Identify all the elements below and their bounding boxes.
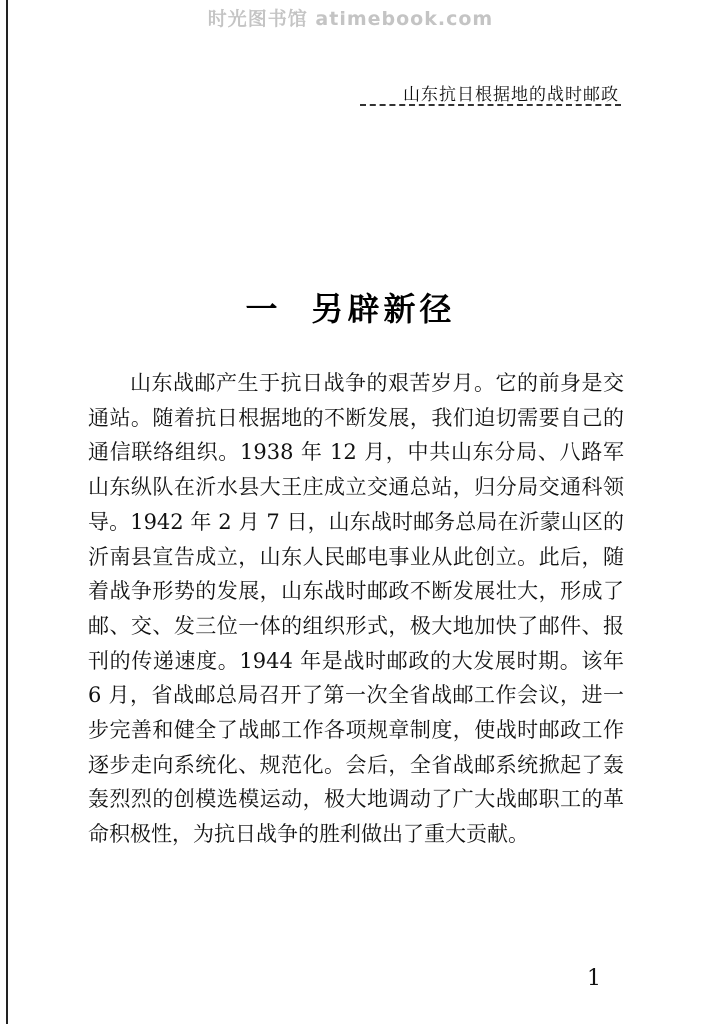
page-left-border: [6, 0, 8, 1024]
page-number: 1: [587, 966, 601, 991]
header-rule: [360, 104, 621, 106]
site-watermark: 时光图书馆 atimebook.com: [207, 8, 494, 30]
chapter-heading: [0, 284, 701, 330]
running-header: 山东抗日根据地的战时邮政: [403, 85, 619, 105]
chapter-title: 另辟新径: [311, 290, 456, 328]
body-paragraph: 山东战邮产生于抗日战争的艰苦岁月。它的前身是交通站。随着抗日根据地的不断发展，我们迫切需要自己的通信联络组织。1938 年 12 月，中共山东分局、八路军山东纵队在沂水县大王庄成立交通总站，归分局交通科领导。1942 年 2 月 7 日，山东战时邮务总局在沂蒙山区的沂南县宣告成立，山东人民邮电事业从此创立。此后，随着战争形势的发展，山东战时邮政不断发展壮大，形成了邮、交、发三位一体的组织形式，极大地加快了邮件、报刊的传递速度。1944 年是战时邮政的大发展时期。该年 6 月，省战邮总局召开了第一次全省战邮工作会议，进一步完善和健全了战邮工作各项规章制度，使战时邮政工作逐步走向系统化、规范化。会后，全省战邮系统掀起了轰轰烈烈的创模选模运动，极大地调动了广大战邮职工的革命积极性，为抗日战争的胜利做出了重大贡献。: [88, 371, 624, 847]
chapter-number: 一: [245, 290, 282, 328]
